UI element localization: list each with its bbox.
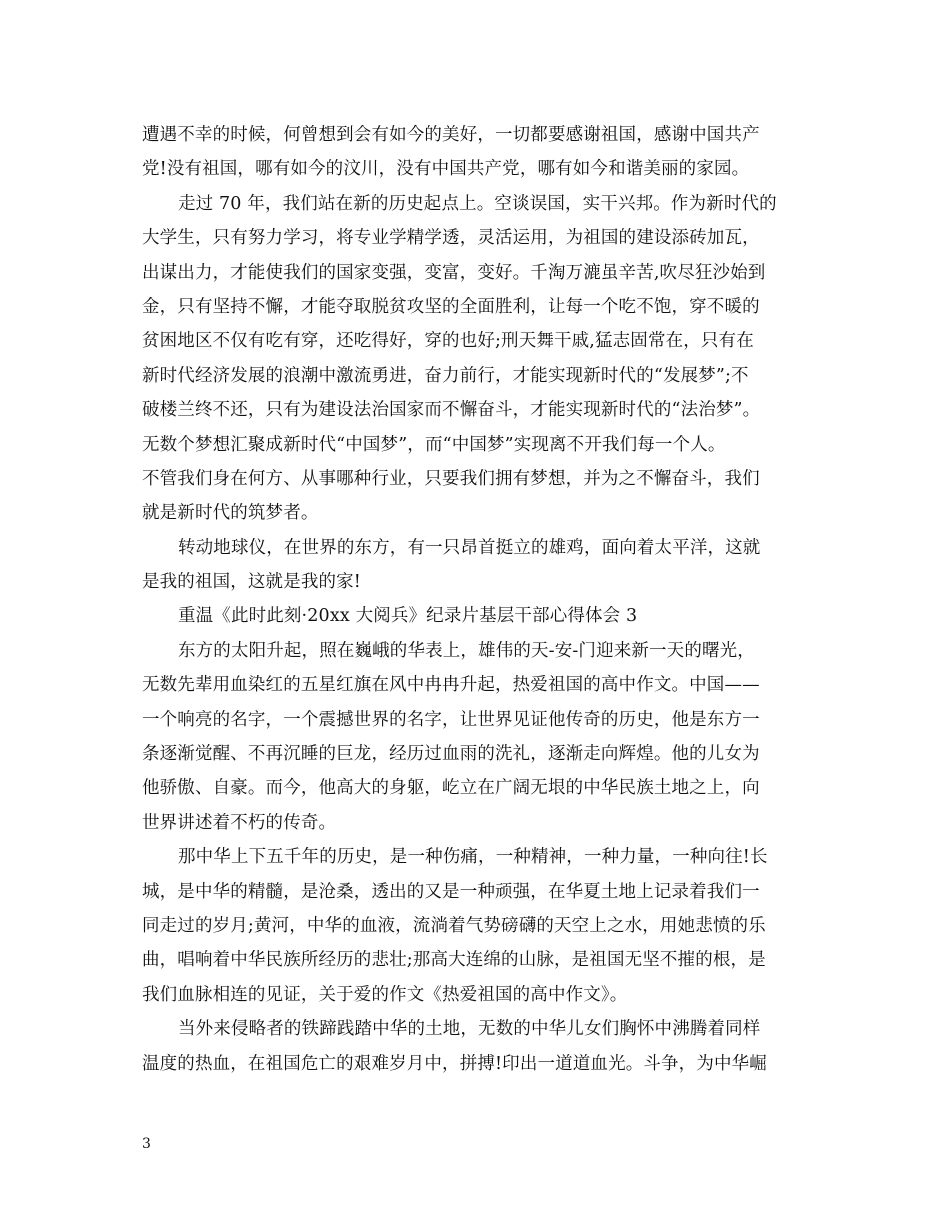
text-line: 党!没有祖国，哪有如今的汶川，没有中国共产党，哪有如今和谐美丽的家园。 <box>142 159 750 180</box>
text-line: 条逐渐觉醒、不再沉睡的巨龙，经历过血雨的洗礼，逐渐走向辉煌。他的儿女为 <box>142 744 760 765</box>
text-line: 遭遇不幸的时候，何曾想到会有如今的美好，一切都要感谢祖国，感谢中国共产 <box>142 125 760 145</box>
text-line: 走过 70 年，我们站在新的历史起点上。空谈误国，实干兴邦。作为新时代的 <box>178 193 777 214</box>
document-body <box>142 118 812 1081</box>
text-line: 我们血脉相连的见证，关于爱的作文《热爱祖国的高中作文》。 <box>142 984 628 1005</box>
text-line: 就是新时代的筑梦者。 <box>142 503 319 524</box>
text-line: 一个响亮的名字，一个震撼世界的名字，让世界见证他传奇的历史，他是东方一 <box>142 709 760 730</box>
text-line: 重温《此时此刻·20xx 大阅兵》纪录片基层干部心得体会 3 <box>178 606 638 627</box>
text-line: 无数个梦想汇聚成新时代“中国梦”，而“中国梦”实现离不开我们每一个人。 <box>142 434 726 455</box>
text-line: 同走过的岁月;黄河，中华的血液，流淌着气势磅礴的天空上之水，用她悲愤的乐 <box>142 915 766 936</box>
text-line: 出谋出力，才能使我们的国家变强，变富，变好。千淘万漉虽辛苦,吹尽狂沙始到 <box>142 262 766 283</box>
text-line: 贫困地区不仅有吃有穿，还吃得好，穿的也好;刑天舞干戚,猛志固常在，只有在 <box>142 331 754 352</box>
text-line: 城，是中华的精髓，是沧桑，透出的又是一种顽强，在华夏土地上记录着我们一 <box>142 881 760 902</box>
text-line: 是我的祖国，这就是我的家! <box>142 572 361 593</box>
text-line: 金，只有坚持不懈，才能夺取脱贫攻坚的全面胜利，让每一个吃不饱，穿不暖的 <box>142 296 760 317</box>
text-line: 无数先辈用血染红的五星红旗在风中冉冉升起，热爱祖国的高中作文。中国—— <box>142 675 760 696</box>
text-line: 当外来侵略者的铁蹄践踏中华的土地，无数的中华儿女们胸怀中沸腾着同样 <box>178 1019 761 1040</box>
text-line: 他骄傲、自豪。而今，他高大的身躯，屹立在广阔无垠的中华民族土地之上，向 <box>142 778 760 799</box>
text-line: 破楼兰终不还，只有为建设法治国家而不懈奋斗，才能实现新时代的“法治梦”。 <box>142 400 761 421</box>
text-line: 不管我们身在何方、从事哪种行业，只要我们拥有梦想，并为之不懈奋斗，我们 <box>142 468 760 489</box>
text-line: 转动地球仪，在世界的东方，有一只昂首挺立的雄鸡，面向着太平洋，这就 <box>178 537 761 558</box>
text-line: 那中华上下五千年的历史，是一种伤痛，一种精神，一种力量，一种向往!长 <box>178 847 768 868</box>
text-line: 世界讲述着不朽的传奇。 <box>142 812 337 833</box>
text-line: 大学生，只有努力学习，将专业学精学透，灵活运用，为祖国的建设添砖加瓦， <box>142 228 760 249</box>
page-number: 3 <box>142 1136 151 1152</box>
text-line: 新时代经济发展的浪潮中激流勇进，奋力前行，才能实现新时代的“发展梦”;不 <box>142 365 749 386</box>
text-line: 曲，唱响着中华民族所经历的悲壮;那高大连绵的山脉，是祖国无坚不摧的根，是 <box>142 950 766 971</box>
text-line: 东方的太阳升起，照在巍峨的华表上，雄伟的天-安-门迎来新一天的曙光， <box>178 640 755 661</box>
text-line: 温度的热血，在祖国危亡的艰难岁月中，拼搏!印出一道道血光。斗争，为中华崛 <box>142 1053 767 1074</box>
